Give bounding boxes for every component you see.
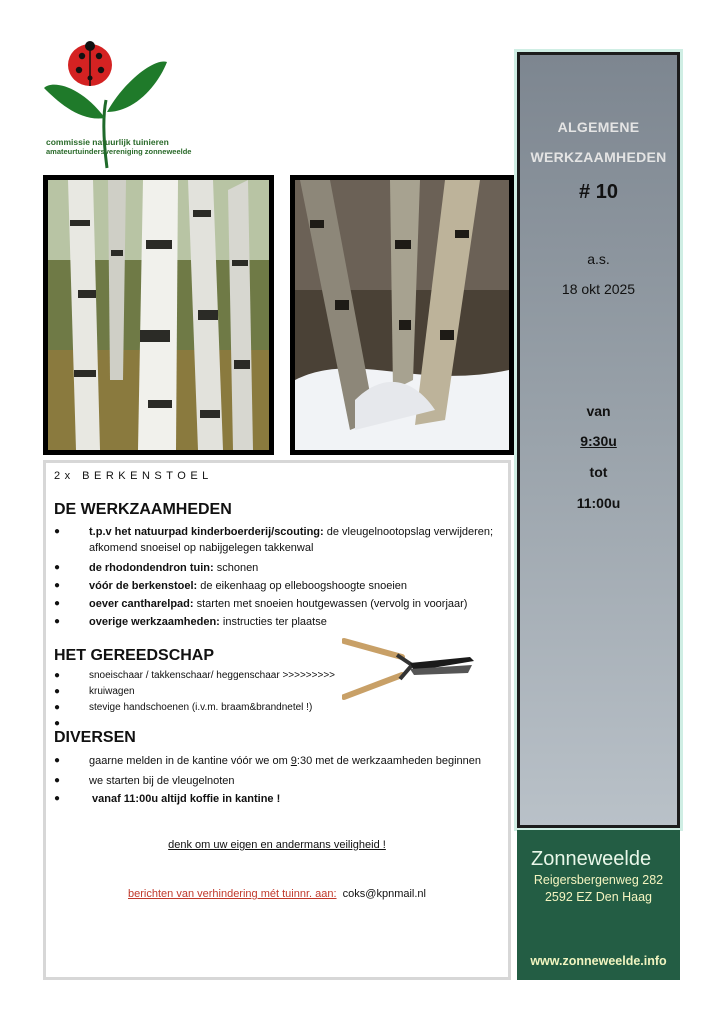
bullet-icon: ● — [54, 686, 61, 697]
birch-photo-right — [290, 175, 514, 455]
footer-org-name: Zonneweelde — [531, 848, 652, 870]
item-text: snoeischaar / takkenschaar/ heggenschaar >>>>>>>>> — [89, 670, 336, 681]
bullet-icon: ● — [54, 793, 61, 804]
sidebar-van: van — [586, 403, 611, 419]
list-item — [54, 753, 504, 769]
photo-caption: 2x BERKENSTOEL — [54, 470, 213, 482]
bullet-icon: ● — [54, 598, 61, 609]
list-item — [54, 596, 504, 612]
footer-website-link[interactable]: www.zonneweelde.info — [530, 954, 667, 968]
list-item — [54, 560, 504, 576]
absence-notice — [46, 888, 508, 900]
safety-notice — [46, 839, 508, 851]
event-date-day: 18 okt — [561, 281, 604, 297]
birch-photo-left — [43, 175, 274, 455]
section-heading-werkzaamheden: DE WERKZAAMHEDEN — [54, 501, 232, 518]
list-item — [54, 773, 504, 789]
item-text: schonen — [213, 562, 259, 574]
item-label: overige werkzaamheden: — [89, 616, 220, 628]
logo-line-1: commissie natuurlijk tuinieren — [46, 137, 169, 147]
absence-text: berichten van verhindering mét tuinnr. aan: — [128, 888, 337, 900]
hedge-shears-icon — [342, 635, 482, 707]
item-text: gaarne melden in de kantine vóór we om — [89, 755, 291, 767]
item-label: vóór de berkenstoel: — [89, 580, 198, 592]
bullet-icon: ● — [54, 775, 61, 786]
sidebar-as: a.s. — [587, 251, 610, 267]
bullet-icon: ● — [54, 580, 61, 591]
item-text: :30 met de werkzaamheden beginnen — [296, 755, 481, 767]
item-text: instructies ter plaatse — [219, 616, 327, 628]
footer-street: Reigersbergenweg 282 — [533, 873, 664, 887]
list-item — [54, 578, 504, 594]
sidebar-panel — [517, 52, 680, 828]
sidebar-tot: tot — [589, 464, 608, 480]
item-label: de rhodondendron tuin: — [89, 562, 214, 574]
item-label: oever cantharelpad: — [89, 598, 194, 610]
bullet-icon: ● — [54, 670, 61, 681]
sidebar-title-2: WERKZAAMHEDEN — [530, 149, 667, 165]
item-text: de vleugelnootopslag verwijderen; afkomend snoeisel op nabijgelegen takkenwal — [89, 526, 494, 554]
list-item — [54, 524, 504, 556]
email-link[interactable]: coks@kpnmail.nl — [342, 888, 426, 900]
bullet-icon: ● — [54, 562, 61, 573]
bullet-icon: ● — [54, 702, 61, 713]
item-text: starten met snoeien houtgewassen (vervolg in voorjaar) — [193, 598, 468, 610]
item-text: we starten bij de vleugelnoten — [89, 775, 235, 787]
sidebar-title-1: ALGEMENE — [557, 119, 640, 135]
safety-text: denk om uw eigen en andermans veiligheid ! — [168, 839, 386, 851]
item-text: kruiwagen — [89, 686, 135, 697]
bullet-icon: ● — [54, 718, 61, 729]
footer-city: 2592 EZ Den Haag — [544, 890, 652, 904]
logo-text — [46, 138, 191, 156]
item-text: vanaf 11:00u altijd koffie in kantine ! — [92, 793, 281, 805]
event-date-year: 2025 — [603, 281, 636, 297]
event-date — [520, 281, 677, 297]
list-item — [54, 614, 504, 630]
section-heading-gereedschap: HET GEREEDSCHAP — [54, 647, 215, 664]
section-heading-diversen: DIVERSEN — [54, 729, 136, 746]
content-box — [43, 460, 511, 980]
logo-line-2: amateurtuindersvereniging zonneweelde — [46, 147, 192, 156]
footer-panel — [517, 830, 680, 980]
end-time: 11:00u — [576, 495, 621, 511]
list-item — [54, 791, 504, 807]
item-text-underlined: 9 — [290, 755, 297, 767]
bullet-icon: ● — [54, 526, 61, 537]
item-label: t.p.v het natuurpad kinderboerderij/scouting: — [89, 526, 324, 538]
start-time: 9:30u — [580, 433, 617, 449]
bullet-icon: ● — [54, 616, 61, 627]
item-text: stevige handschoenen (i.v.m. braam&brandnetel !) — [89, 702, 313, 713]
bullet-icon: ● — [54, 755, 61, 766]
item-text: de eikenhaag op elleboogshoogte snoeien — [197, 580, 407, 592]
issue-number: # 10 — [579, 181, 618, 203]
